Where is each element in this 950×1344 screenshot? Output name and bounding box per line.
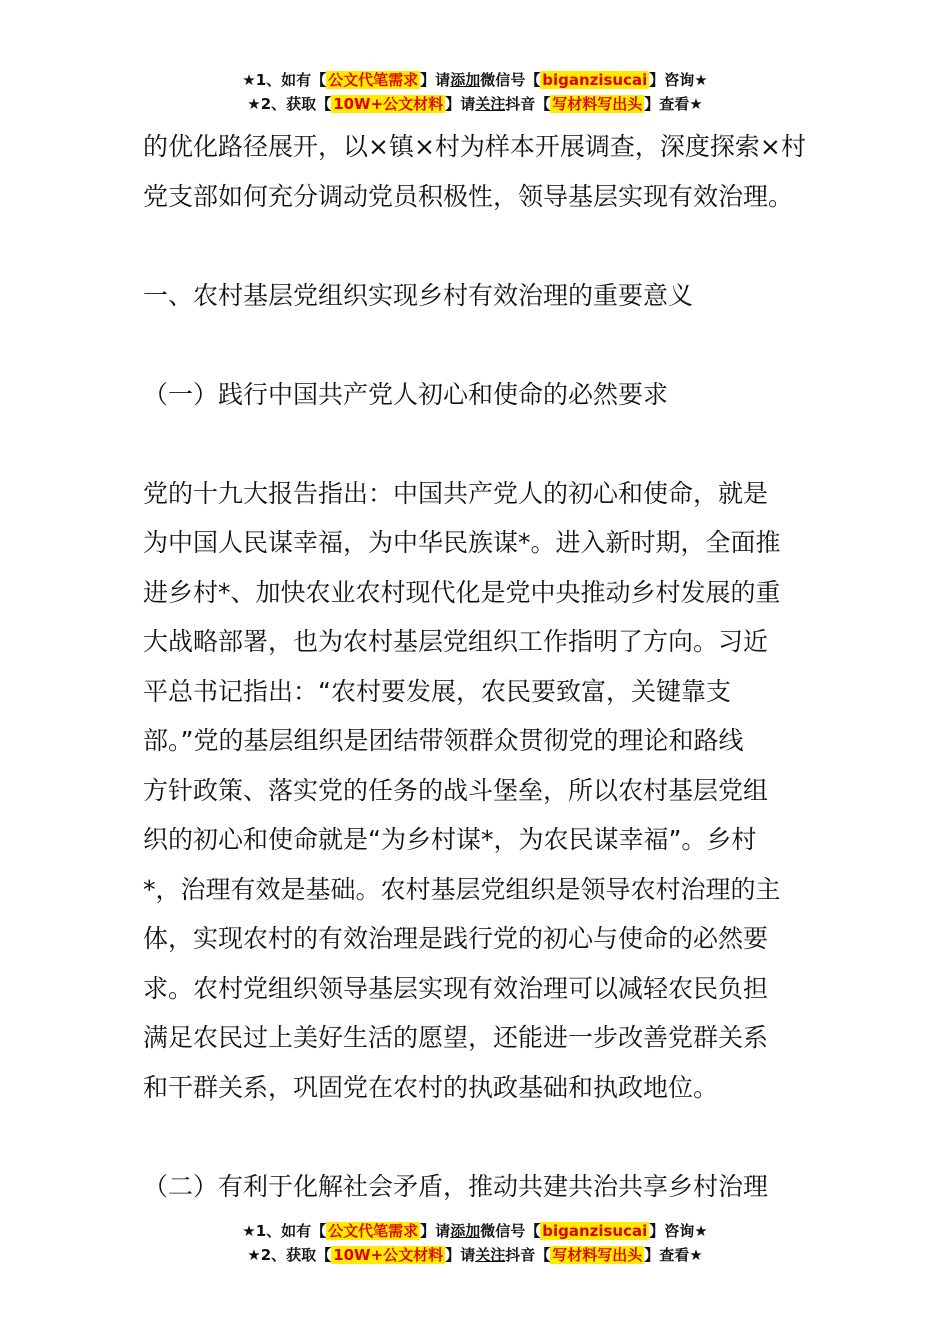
banner-highlight: 公文代笔需求	[328, 1222, 419, 1240]
subsection-heading: （二）有利于化解社会矛盾，推动共建共治共享乡村治理	[143, 1171, 769, 1201]
paragraph-line: 平总书记指出：“农村要发展，农民要致富，关键靠支	[143, 676, 731, 706]
banner-underline: 添加	[450, 1222, 481, 1240]
intro-line: 的优化路径展开，以×镇×村为样本开展调查，深度探索×村	[143, 132, 806, 161]
banner-line-2	[0, 1243, 950, 1267]
banner-text: ★2、获取【	[247, 95, 332, 113]
banner-underline: 添加	[450, 71, 481, 89]
banner-highlight: 10W+公文材料	[333, 95, 444, 113]
header-banner	[0, 68, 950, 116]
banner-text: 微信号【	[480, 1222, 541, 1240]
footer-banner	[0, 1219, 950, 1267]
banner-text: 】咨询★	[649, 71, 708, 89]
banner-highlight: 公文代笔需求	[328, 71, 419, 89]
banner-highlight: 写材料写出头	[552, 1246, 643, 1264]
paragraph-line: 党的十九大报告指出：中国共产党人的初心和使命，就是	[143, 478, 769, 508]
paragraph-line: 为中国人民谋幸福，为中华民族谋*。进入新时期，全面推	[143, 528, 781, 557]
document-body	[143, 122, 813, 1211]
paragraph-line: 满足农民过上美好生活的愿望，还能进一步改善党群关系	[143, 1023, 769, 1052]
banner-text: 微信号【	[480, 71, 541, 89]
banner-text: 】请	[445, 95, 476, 113]
banner-highlight: 10W+公文材料	[333, 1246, 444, 1264]
intro-line: 党支部如何充分调动党员积极性，领导基层实现有效治理。	[143, 181, 794, 211]
banner-text: 】查看★	[644, 1246, 703, 1264]
banner-text: 】请	[420, 1222, 451, 1240]
paragraph-line: 方针政策、落实党的任务的战斗堡垒，所以农村基层党组	[143, 775, 769, 805]
paragraph-line: 体，实现农村的有效治理是践行党的初心与使命的必然要	[143, 924, 769, 953]
banner-text: 】请	[420, 71, 451, 89]
banner-highlight: 写材料写出头	[552, 95, 643, 113]
paragraph-line: *，治理有效是基础。农村基层党组织是领导农村治理的主	[143, 874, 781, 904]
banner-underline: 关注	[475, 95, 506, 113]
paragraph-line: 进乡村*、加快农业农村现代化是党中央推动乡村发展的重	[143, 577, 781, 607]
banner-text: ★1、如有【	[242, 1222, 327, 1240]
banner-line-2	[0, 92, 950, 116]
banner-underline: 关注	[475, 1246, 506, 1264]
banner-text: 】咨询★	[649, 1222, 708, 1240]
section-heading: 一、农村基层党组织实现乡村有效治理的重要意义	[143, 280, 694, 310]
paragraph-line: 求。农村党组织领导基层实现有效治理可以减轻农民负担	[143, 973, 769, 1003]
paragraph-line: 大战略部署，也为农村基层党组织工作指明了方向。习近	[143, 627, 769, 656]
banner-highlight: biganzisucai	[542, 1222, 648, 1240]
banner-text: ★1、如有【	[242, 71, 327, 89]
paragraph-line: 和干群关系，巩固党在农村的执政基础和执政地位。	[143, 1072, 719, 1102]
banner-text: 】请	[445, 1246, 476, 1264]
banner-line-1	[0, 68, 950, 92]
paragraph-line: 织的初心和使命就是“为乡村谋*，为农民谋幸福”。乡村	[143, 825, 757, 854]
subsection-heading: （一）践行中国共产党人初心和使命的必然要求	[143, 379, 669, 409]
banner-text: ★2、获取【	[247, 1246, 332, 1264]
paragraph-line: 部。”党的基层组织是团结带领群众贯彻党的理论和路线	[143, 726, 744, 755]
banner-text: 抖音【	[505, 1246, 551, 1264]
banner-highlight: biganzisucai	[542, 71, 648, 89]
banner-line-1	[0, 1219, 950, 1243]
banner-text: 】查看★	[644, 95, 703, 113]
banner-text: 抖音【	[505, 95, 551, 113]
